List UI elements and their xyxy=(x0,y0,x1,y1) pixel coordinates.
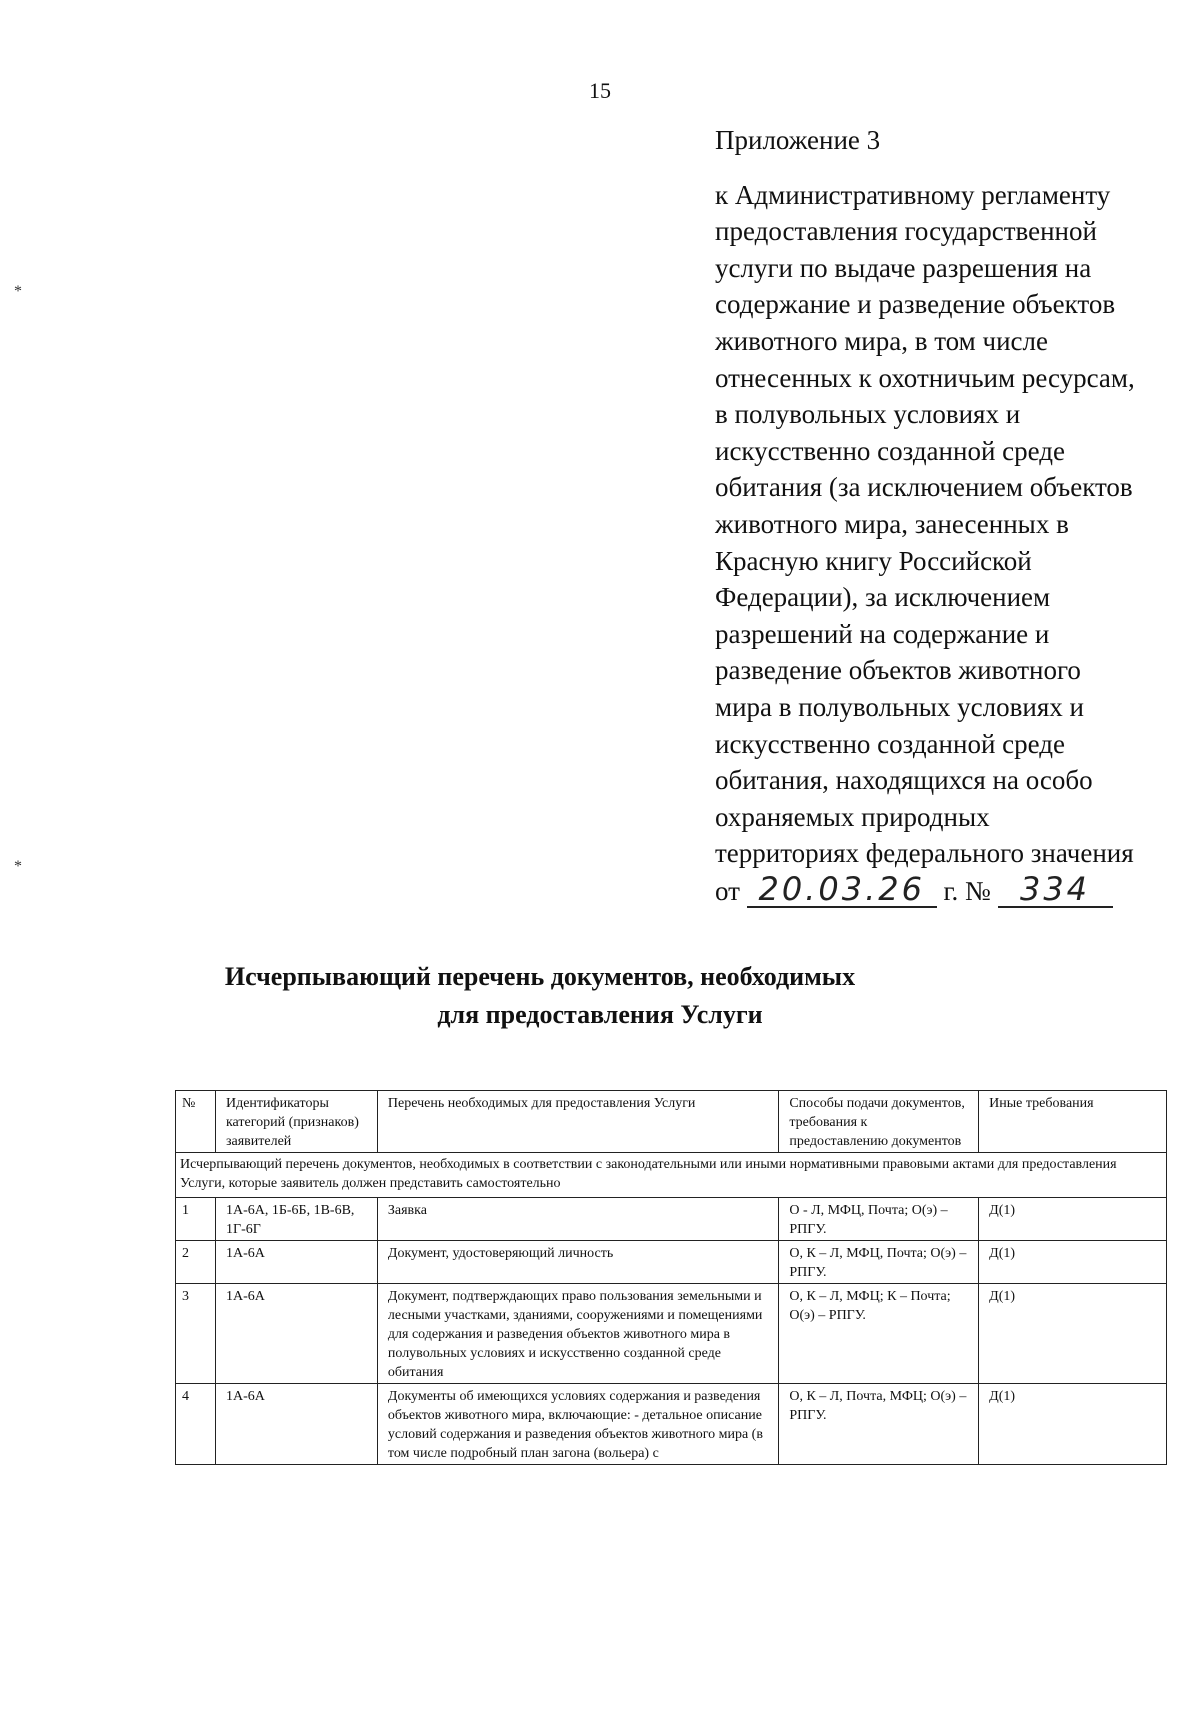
cell-num: 1 xyxy=(176,1198,216,1241)
cell-other: Д(1) xyxy=(979,1241,1167,1284)
appendix-line: Федерации), за исключением xyxy=(715,582,1051,613)
handwritten-number: 334 xyxy=(998,872,1113,908)
cell-other: Д(1) xyxy=(979,1384,1167,1465)
cell-doc: Документ, удостоверяющий личность xyxy=(377,1241,778,1284)
appendix-line: обитания, находящихся на особо xyxy=(715,765,1093,796)
table-section-row xyxy=(176,1153,1167,1198)
cell-doc: Заявка xyxy=(377,1198,778,1241)
table-header-row xyxy=(176,1091,1167,1153)
appendix-line: в полувольных условиях и xyxy=(715,399,1021,430)
documents-table xyxy=(175,1090,1167,1465)
appendix-line: искусственно созданной среде xyxy=(715,435,1065,466)
appendix-line: мира в полувольных условиях и xyxy=(715,691,1084,722)
cell-methods: О, К – Л, МФЦ, Почта; О(э) – РПГУ. xyxy=(779,1241,979,1284)
handwritten-date: 20.03.26 xyxy=(747,872,937,908)
appendix-line: территориях федерального значения xyxy=(715,838,1134,869)
header-docs: Перечень необходимых для предоставления Услуги xyxy=(377,1091,778,1153)
appendix-line: разведение объектов животного xyxy=(715,655,1081,686)
cell-num: 4 xyxy=(176,1384,216,1465)
cell-doc: Документ, подтверждающих право пользования земельными и лесными участками, зданиями, сооружениями и помещениями для содержания и разведения объектов животного мира в полувольных условиях и искусственно созданной среде обитания xyxy=(377,1284,778,1384)
header-ids: Идентификаторы категорий (признаков) заявителей xyxy=(215,1091,377,1153)
cell-ids: 1А-6А xyxy=(215,1241,377,1284)
cell-methods: О - Л, МФЦ, Почта; О(э) – РПГУ. xyxy=(779,1198,979,1241)
cell-other: Д(1) xyxy=(979,1198,1167,1241)
appendix-line: отнесенных к охотничьим ресурсам, xyxy=(715,362,1135,393)
date-suffix: г. № xyxy=(943,875,991,906)
table-row xyxy=(176,1198,1167,1241)
cell-methods: О, К – Л, Почта, МФЦ; О(э) – РПГУ. xyxy=(779,1384,979,1465)
appendix-line: обитания (за исключением объектов xyxy=(715,472,1133,503)
cell-ids: 1А-6А xyxy=(215,1384,377,1465)
cell-num: 3 xyxy=(176,1284,216,1384)
appendix-line: разрешений на содержание и xyxy=(715,618,1050,649)
cell-ids: 1А-6А xyxy=(215,1284,377,1384)
header-num: № xyxy=(176,1091,216,1153)
appendix-line: предоставления государственной xyxy=(715,216,1097,247)
document-title-line: для предоставления Услуги xyxy=(437,1000,763,1029)
document-title xyxy=(0,958,1200,1034)
appendix-line: к Административному регламенту xyxy=(715,179,1111,210)
section-text: Исчерпывающий перечень документов, необходимых в соответствии с законодательными или иными нормативными правовыми актами для предоставления Услуги, которые заявитель должен представить самостоятельно xyxy=(176,1153,1167,1198)
appendix-line: содержание и разведение объектов xyxy=(715,289,1116,320)
cell-doc: Документы об имеющихся условиях содержания и разведения объектов животного мира, включающие: - детальное описание условий содержания и разведения объектов животного мира (в том числе подробный план загона (вольера) с xyxy=(377,1384,778,1465)
header-other: Иные требования xyxy=(979,1091,1167,1153)
appendix-line: искусственно созданной среде xyxy=(715,728,1065,759)
appendix-line: животного мира, занесенных в xyxy=(715,508,1069,539)
scan-mark: * xyxy=(14,283,22,300)
appendix-line: Красную книгу Российской xyxy=(715,545,1032,576)
table-row xyxy=(176,1284,1167,1384)
document-title-line: Исчерпывающий перечень документов, необходимых xyxy=(224,962,856,991)
table-row xyxy=(176,1241,1167,1284)
page-number: 15 xyxy=(589,78,611,103)
appendix-line: животного мира, в том числе xyxy=(715,325,1048,356)
header-methods: Способы подачи документов, требования к предоставлению документов xyxy=(779,1091,979,1153)
date-prefix: от xyxy=(715,875,740,906)
cell-num: 2 xyxy=(176,1241,216,1284)
appendix-line: услуги по выдаче разрешения на xyxy=(715,252,1092,283)
appendix-block xyxy=(715,122,1175,909)
cell-ids: 1А-6А, 1Б-6Б, 1В-6В, 1Г-6Г xyxy=(215,1198,377,1241)
appendix-title: Приложение 3 xyxy=(715,125,881,155)
appendix-line: охраняемых природных xyxy=(715,801,990,832)
cell-methods: О, К – Л, МФЦ; К – Почта; О(э) – РПГУ. xyxy=(779,1284,979,1384)
cell-other: Д(1) xyxy=(979,1284,1167,1384)
date-number-line xyxy=(715,869,1175,910)
table-row xyxy=(176,1384,1167,1465)
scan-mark: * xyxy=(14,858,22,875)
